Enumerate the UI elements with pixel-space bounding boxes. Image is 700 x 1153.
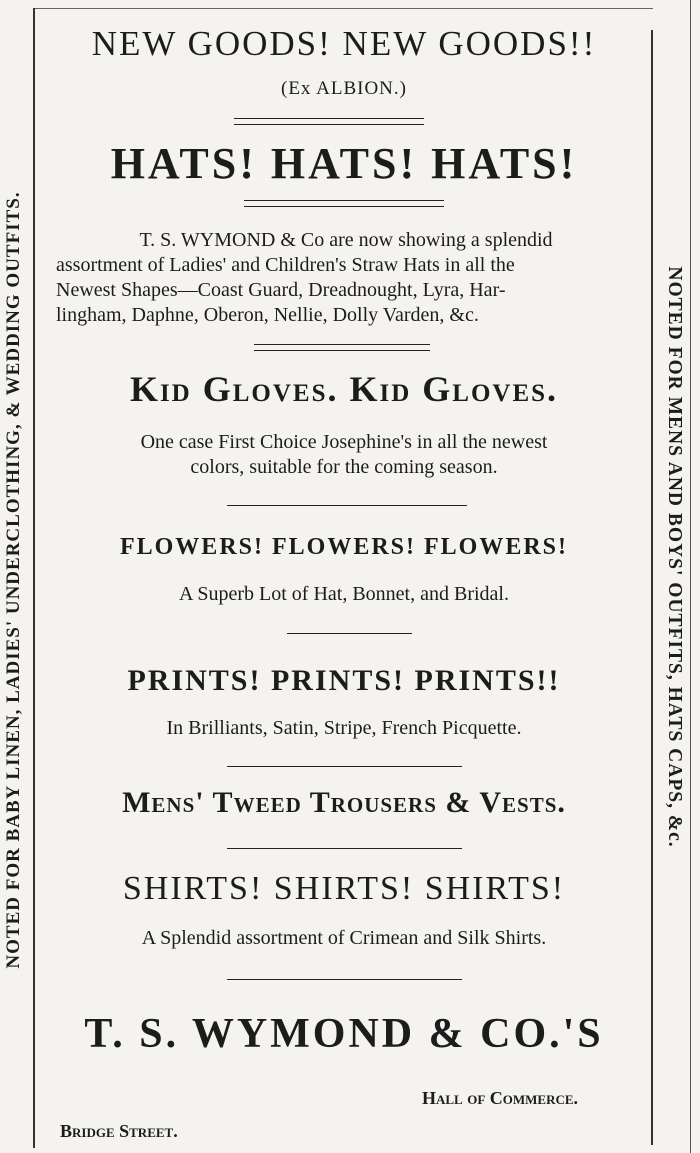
- divider: [227, 505, 467, 506]
- flowers-body: A Superb Lot of Hat, Bonnet, and Bridal.: [179, 583, 509, 605]
- hats-line-1: T. S. WYMOND & Co are now showing a splendid: [139, 229, 553, 251]
- right-border: [651, 30, 653, 1145]
- new-goods-headline: NEW GOODS! NEW GOODS!!: [91, 24, 597, 63]
- prints-body: In Brilliants, Satin, Stripe, French Picquette.: [166, 717, 522, 739]
- divider: [227, 979, 462, 980]
- new-goods-sub: (Ex ALBION.): [281, 78, 407, 99]
- gloves-headline: Kid Gloves. Kid Gloves.: [129, 369, 559, 409]
- bridge-street: Bridge Street.: [60, 1121, 178, 1141]
- gloves-line-2: colors, suitable for the coming season.: [190, 456, 498, 478]
- hats-body: [56, 228, 636, 328]
- gloves-line-1: One case First Choice Josephine's in all the newest: [140, 431, 548, 453]
- hats-line-3: Newest Shapes—Coast Guard, Dreadnought, Lyra, Har-: [56, 279, 506, 301]
- gloves-body: [42, 430, 646, 480]
- prints-headline: PRINTS! PRINTS! PRINTS!!: [127, 664, 561, 697]
- divider: [244, 200, 444, 207]
- divider: [254, 344, 430, 351]
- side-text-right: NOTED FOR MENS AND BOYS' OUTFITS, HATS CAPS, &c.: [664, 266, 685, 848]
- divider: [287, 633, 412, 634]
- hats-headline: HATS! HATS! HATS!: [110, 139, 578, 188]
- company-name: T. S. WYMOND & CO.'S: [84, 1011, 604, 1057]
- left-border: [33, 8, 35, 1148]
- hats-line-4: lingham, Daphne, Oberon, Nellie, Dolly Varden, &c.: [56, 304, 479, 326]
- flowers-headline: FLOWERS! FLOWERS! FLOWERS!: [119, 534, 569, 560]
- divider: [227, 848, 462, 849]
- side-text-left: NOTED FOR BABY LINEN, LADIES' UNDERCLOTHING, & WEDDING OUTFITS.: [3, 191, 24, 969]
- top-border: [33, 8, 653, 9]
- far-right-border: [690, 0, 691, 1153]
- shirts-body: A Splendid assortment of Crimean and Silk Shirts.: [141, 927, 547, 949]
- shirts-headline: SHIRTS! SHIRTS! SHIRTS!: [122, 870, 566, 907]
- trousers-headline: Mens' Tweed Trousers & Vests.: [122, 786, 566, 819]
- hall-of-commerce: Hall of Commerce.: [422, 1088, 579, 1108]
- hats-line-2: assortment of Ladies' and Children's Straw Hats in all the: [56, 254, 515, 276]
- divider: [227, 766, 462, 767]
- divider: [234, 118, 424, 125]
